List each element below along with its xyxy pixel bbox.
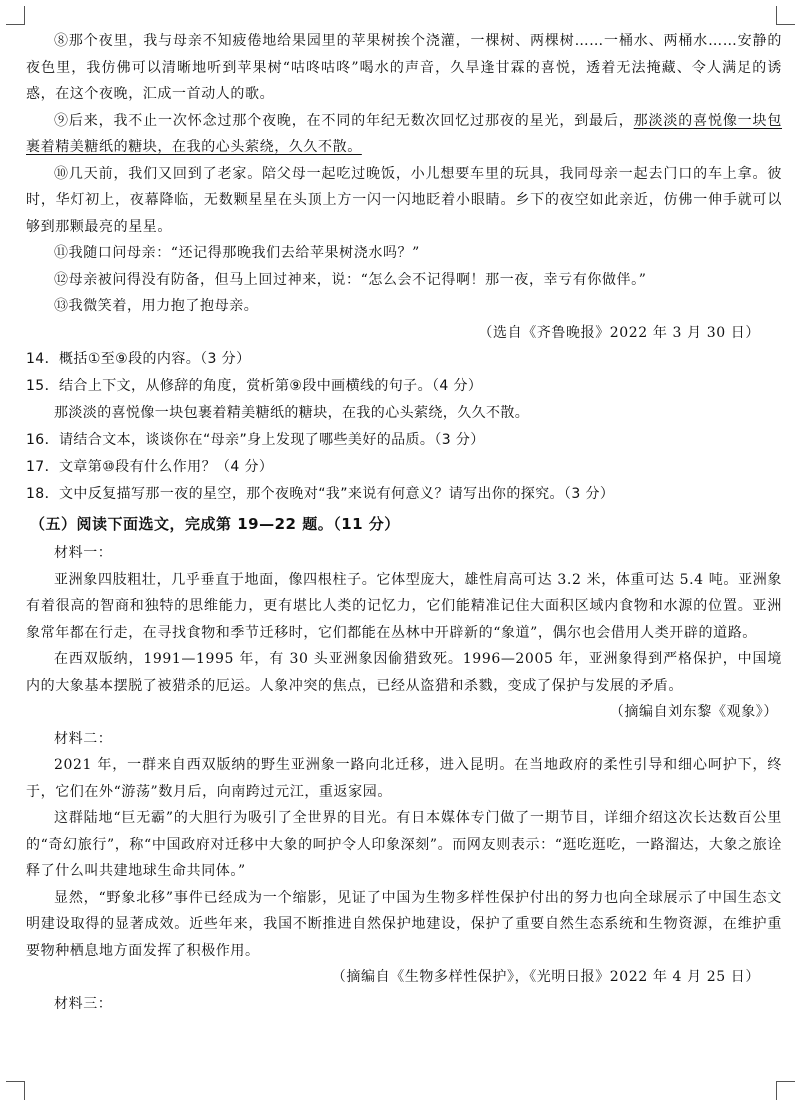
question-15: 15．结合上下文，从修辞的角度，赏析第⑨段中画横线的句子。（4 分） [26, 378, 483, 394]
material-2-paragraph-1: 2021 年，一群来自西双版纳的野生亚洲象一路向北迁移，进入昆明。在当地政府的柔性引导和细心呵护下，终于，它们在外“游荡”数月后，向南跨过元江，重返家园。 [26, 757, 782, 800]
story-paragraph-9 [26, 108, 782, 161]
crop-mark-top-left [6, 6, 25, 25]
material-3-label: 材料三： [54, 995, 113, 1012]
material-1-label: 材料一： [54, 545, 113, 561]
crop-mark-top-right [776, 6, 795, 25]
question-17: 17．文章第⑩段有什么作用？（4 分） [26, 459, 274, 475]
story-paragraph-8: ⑧那个夜里，我与母亲不知疲倦地给果园里的苹果树挨个浇灌，一棵树、两棵树……一桶水、两桶水……安静的夜色里，我仿佛可以清晰地听到苹果树“咕咚咕咚”喝水的声音，久旱逢甘霖的喜悦，透着无法掩藏、令人满足的诱惑，在这个夜晚，汇成一首动人的歌。 [26, 33, 782, 102]
question-18: 18．文中反复描写那一夜的星空，那个夜晚对“我”来说有何意义？请写出你的探究。（3 分） [26, 486, 615, 502]
story-source: （选自《齐鲁晚报》2022 年 3 月 30 日） [478, 324, 760, 341]
material-1-source: （摘编自刘东黎《观象》） [609, 704, 778, 720]
story-paragraph-9-text: ⑨后来，我不止一次怀念过那个夜晚，在不同的年纪无数次回忆过那夜的星光，到最后， [54, 112, 634, 129]
material-2-source: （摘编自《生物多样性保护》，《光明日报》2022 年 4 月 25 日） [331, 969, 760, 985]
exam-page [26, 28, 782, 1017]
material-1-paragraph-2: 在西双版纳，1991—1995 年，有 30 头亚洲象因偷猎致死。1996—2005 年，亚洲象得到严格保护，中国境内的大象基本摆脱了被猎杀的厄运。人象冲突的焦点，已经从盗猎和杀戮，变成了保护与发展的矛盾。 [26, 651, 782, 694]
material-2-label: 材料二： [54, 730, 113, 747]
story-paragraph-10: ⑩几天前，我们又回到了老家。陪父母一起吃过晚饭，小儿想要车里的玩具，我同母亲一起去门口的车上拿。彼时，华灯初上，夜幕降临，无数颗星星在头顶上方一闪一闪地眨着小眼睛。乡下的夜空如此亲近，仿佛一伸手就可以够到那颗最亮的星星。 [26, 165, 782, 235]
section-5-heading: （五）阅读下面选文，完成第 19—22 题。（11 分） [30, 515, 400, 533]
question-16: 16．请结合文本，谈谈你在“母亲”身上发现了哪些美好的品质。（3 分） [26, 432, 485, 448]
underlined-sentence: 那淡淡的喜悦像一块包裹着精美糖纸的糖块，在我的心头萦绕，久久不散。 [26, 112, 783, 155]
story-paragraph-11: ⑪我随口问母亲：“还记得那晚我们去给苹果树浇水吗？” [54, 245, 420, 261]
question-15-quote: 那淡淡的喜悦像一块包裹着精美糖纸的糖块，在我的心头萦绕，久久不散。 [54, 405, 530, 421]
crop-mark-bottom-left [6, 1081, 25, 1100]
material-2-paragraph-3: 显然，“野象北移”事件已经成为一个缩影，见证了中国为生物多样性保护付出的努力也向全球展示了中国生态文明建设取得的显著成效。近些年来，我国不断推进自然保护地建设，保护了重要自然生态系统和生物资源，在维护重要物种栖息地方面发挥了积极作用。 [26, 889, 782, 959]
story-paragraph-13: ⑬我微笑着，用力抱了抱母亲。 [54, 298, 259, 314]
material-2-paragraph-2: 这群陆地“巨无霸”的大胆行为吸引了全世界的目光。有日本媒体专门做了一期节目，详细介绍这次长达数百公里的“奇幻旅行”，称“中国政府对迁移中大象的呵护令人印象深刻”。而网友则表示：“逛吃逛吃，一路溜达，大象之旅诠释了什么叫共建地球生命共同体。” [26, 810, 782, 879]
question-14: 14．概括①至⑨段的内容。（3 分） [26, 351, 251, 367]
story-paragraph-12: ⑫母亲被问得没有防备，但马上回过神来，说：“怎么会不记得啊！那一夜，幸亏有你做伴。” [54, 271, 647, 288]
crop-mark-bottom-right [776, 1081, 795, 1100]
material-1-paragraph-1: 亚洲象四肢粗壮，几乎垂直于地面，像四根柱子。它体型庞大，雄性肩高可达 3.2 米，体重可达 5.4 吨。亚洲象有着很高的智商和独特的思维能力，更有堪比人类的记忆力，它们能精准记住大面积区域内食物和水源的位置。亚洲象常年都在行走，在寻找食物和季节迁移时，它们都能在丛林中开辟新的“象道”，偶尔也会借用人类开辟的道路。 [26, 571, 782, 641]
